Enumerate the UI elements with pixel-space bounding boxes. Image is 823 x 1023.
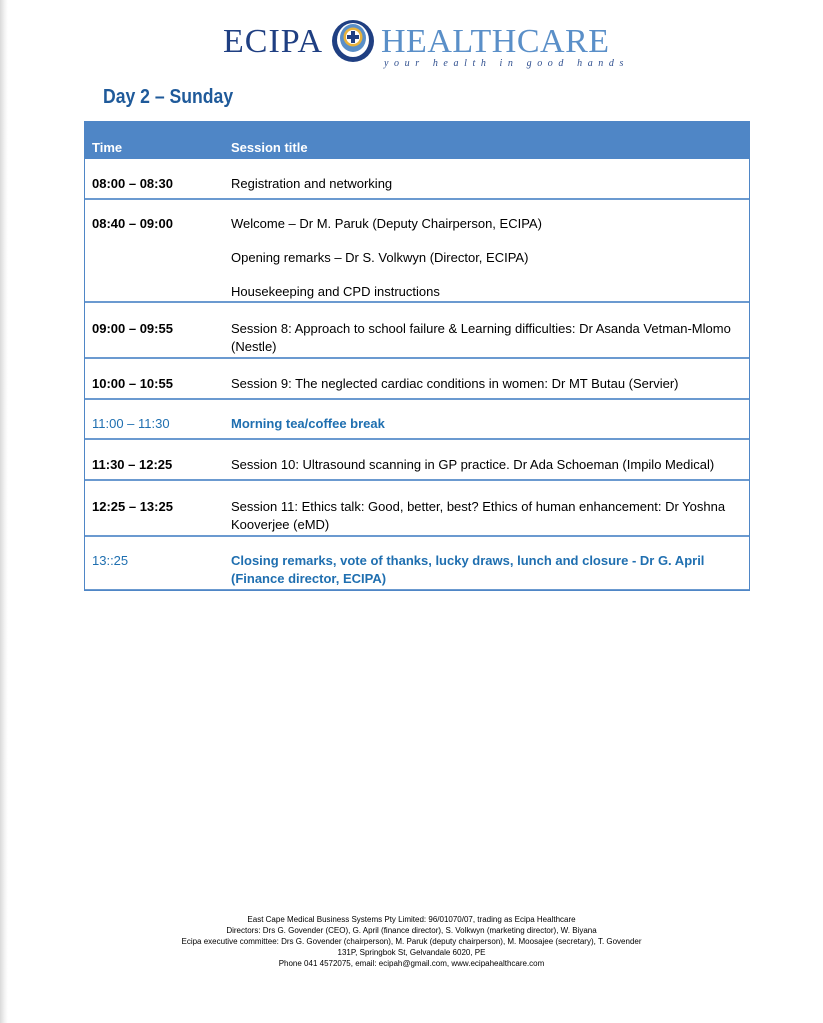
row-session bbox=[231, 175, 749, 193]
company-footer bbox=[0, 914, 823, 969]
footer-line: Phone 041 4572075, email: ecipah@gmail.com, www.ecipahealthcare.com bbox=[278, 959, 545, 968]
logo-text-healthcare: HEALTHCARE bbox=[381, 23, 610, 60]
row-time: 12:25 – 13:25 bbox=[92, 499, 173, 514]
session-line: Session 9: The neglected cardiac conditions in women: Dr MT Butau (Servier) bbox=[231, 376, 679, 391]
session-line: Registration and networking bbox=[231, 176, 393, 191]
session-line: Welcome – Dr M. Paruk (Deputy Chairperson, ECIPA) bbox=[231, 216, 542, 231]
footer-line: Directors: Drs G. Govender (CEO), G. April (finance director), S. Volkwyn (marketing director), W. Biyana bbox=[226, 926, 597, 935]
row-time: 13::25 bbox=[92, 553, 129, 568]
session-line: Morning tea/coffee break bbox=[231, 416, 385, 431]
table-row bbox=[85, 303, 749, 359]
logo-emblem-icon bbox=[330, 18, 376, 64]
table-row bbox=[85, 200, 749, 303]
row-time: 08:40 – 09:00 bbox=[92, 216, 173, 231]
row-session bbox=[231, 552, 749, 588]
row-time: 11:00 – 11:30 bbox=[92, 416, 170, 431]
ecipa-logo bbox=[0, 14, 823, 76]
day-heading: Day 2 – Sunday bbox=[103, 86, 234, 108]
header-session-title: Session title bbox=[231, 140, 308, 155]
table-row-closing bbox=[85, 537, 749, 590]
row-time: 11:30 – 12:25 bbox=[92, 457, 173, 472]
row-session bbox=[231, 215, 749, 301]
row-session bbox=[231, 498, 749, 534]
row-time: 08:00 – 08:30 bbox=[92, 176, 173, 191]
session-line: Session 11: Ethics talk: Good, better, best? Ethics of human enhancement: Dr Yoshna Kooverjee (eMD) bbox=[231, 499, 726, 532]
row-session bbox=[231, 375, 749, 393]
schedule-table bbox=[84, 121, 750, 591]
table-row bbox=[85, 481, 749, 537]
row-session bbox=[231, 456, 749, 474]
session-line: Housekeeping and CPD instructions bbox=[231, 284, 440, 299]
session-line: Closing remarks, vote of thanks, lucky draws, lunch and closure - Dr G. April (Finance director, ECIPA) bbox=[231, 553, 705, 586]
table-row bbox=[85, 159, 749, 200]
footer-line: Ecipa executive committee: Drs G. Govender (chairperson), M. Paruk (deputy chairperson), M. Moosajee (secretary), T. Govender bbox=[181, 937, 642, 946]
session-line: Session 8: Approach to school failure & Learning difficulties: Dr Asanda Vetman-Mlomo (Nestle) bbox=[231, 321, 731, 354]
table-row bbox=[85, 440, 749, 481]
session-line: Opening remarks – Dr S. Volkwyn (Director, ECIPA) bbox=[231, 250, 529, 265]
row-time: 09:00 – 09:55 bbox=[92, 321, 173, 336]
row-session bbox=[231, 320, 749, 356]
table-row bbox=[85, 359, 749, 400]
header-time: Time bbox=[92, 140, 123, 155]
table-header bbox=[85, 122, 749, 159]
row-time: 10:00 – 10:55 bbox=[92, 376, 173, 391]
logo-text-ecipa: ECIPA bbox=[223, 23, 324, 60]
session-line: Session 10: Ultrasound scanning in GP practice. Dr Ada Schoeman (Impilo Medical) bbox=[231, 457, 715, 472]
logo-tagline: your health in good hands bbox=[384, 58, 629, 69]
page-edge-shadow bbox=[0, 0, 8, 1023]
table-row-break bbox=[85, 400, 749, 440]
footer-line: East Cape Medical Business Systems Pty Limited: 96/01070/07, trading as Ecipa Healthcare bbox=[247, 915, 576, 924]
row-session bbox=[231, 415, 749, 433]
footer-line: 131P, Springbok St, Gelvandale 6020, PE bbox=[337, 948, 486, 957]
